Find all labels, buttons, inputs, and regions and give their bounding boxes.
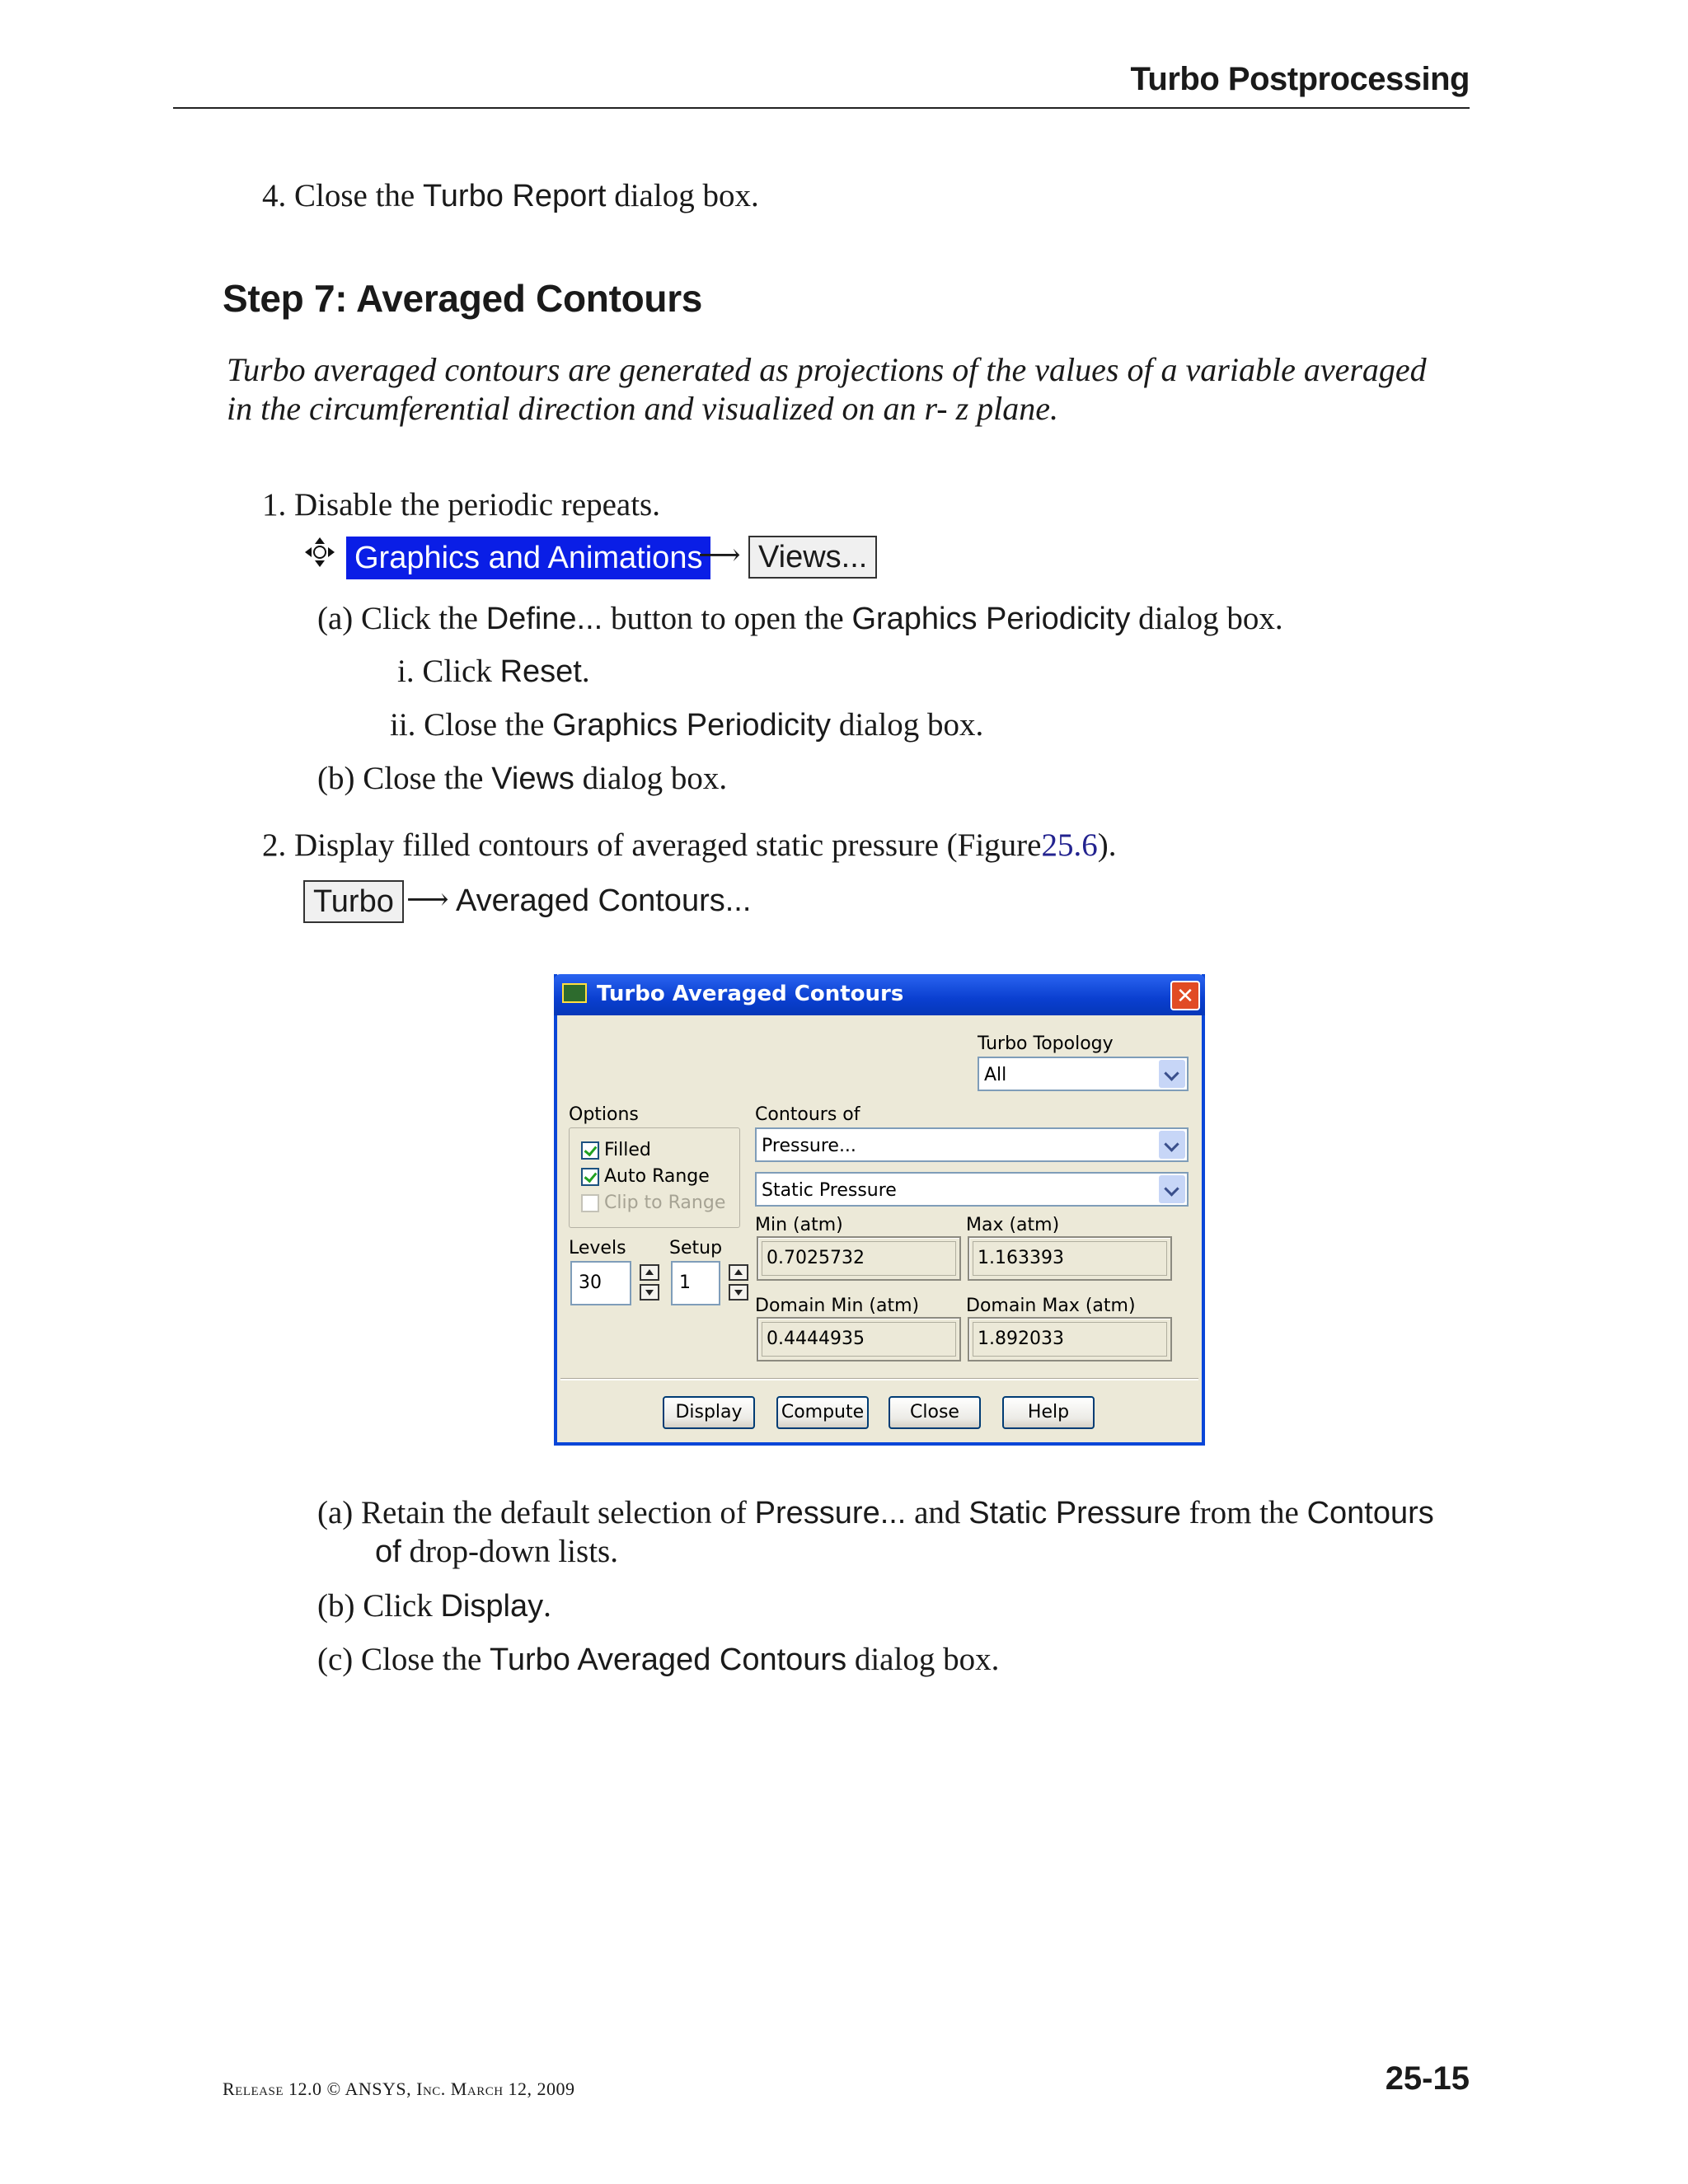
dialog-separator [560, 1378, 1198, 1380]
levels-down-icon[interactable] [640, 1284, 659, 1301]
substep-1a-ii [390, 706, 983, 743]
turbo-topology-label: Turbo Topology [978, 1033, 1114, 1054]
ui-name: Graphics Periodicity [552, 708, 832, 743]
ui-name: Graphics Periodicity [851, 602, 1131, 636]
clip-to-range-label: Clip to Range [604, 1193, 726, 1213]
step-text: Disable the periodic repeats. [294, 487, 660, 523]
select-value: Pressure... [762, 1136, 856, 1156]
filled-label: Filled [604, 1140, 651, 1160]
setup-label: Setup [669, 1238, 723, 1258]
figure-link[interactable]: 25.6 [1041, 827, 1098, 863]
section-title: Step 7: Averaged Contours [223, 277, 703, 320]
substep-1a [317, 600, 1283, 637]
substep-label: ii. [390, 707, 416, 743]
step-text: Close the [361, 1642, 482, 1677]
step-text: button to open the [610, 601, 844, 636]
app-icon [562, 983, 587, 1003]
turbo-averaged-contours-dialog [554, 974, 1205, 1446]
substep-label: i. [397, 654, 415, 689]
page-number: 25-15 [1385, 2060, 1470, 2097]
chevron-down-icon[interactable] [1159, 1060, 1185, 1088]
substep-1b [317, 760, 727, 797]
auto-range-label: Auto Range [604, 1166, 710, 1187]
levels-label: Levels [569, 1238, 626, 1258]
step-text: from the [1189, 1495, 1299, 1530]
input-value: 30 [579, 1272, 602, 1293]
substep-label: (c) [317, 1642, 354, 1677]
select-value: Static Pressure [762, 1180, 897, 1201]
step-4 [262, 177, 759, 214]
levels-up-icon[interactable] [640, 1264, 659, 1281]
help-button[interactable]: Help [1002, 1396, 1095, 1429]
step-text: dialog box. [838, 707, 984, 743]
step-text: Click [363, 1588, 433, 1624]
ui-name: Pressure... [754, 1496, 907, 1530]
max-label: Max (atm) [966, 1215, 1060, 1235]
options-group [569, 1127, 740, 1228]
ui-name: Turbo Averaged Contours [490, 1643, 847, 1677]
substep-label: (a) [317, 601, 354, 636]
domain-min-label: Domain Min (atm) [755, 1296, 920, 1316]
substep-2a-cont [375, 1533, 618, 1570]
step-text: ). [1097, 827, 1117, 863]
substep-label: (b) [317, 761, 355, 796]
ui-name: Contours [1306, 1496, 1434, 1530]
intro-line-1: Turbo averaged contours are generated as projections of the values of a variable averaged [227, 351, 1427, 388]
close-button[interactable]: Close [889, 1396, 981, 1429]
field-value: 1.163393 [978, 1248, 1064, 1268]
step-text: dialog box. [854, 1642, 1000, 1677]
step-text: Close the [424, 707, 545, 743]
step-text: Retain the default selection of [361, 1495, 747, 1530]
levels-input[interactable] [570, 1261, 631, 1305]
turbo-menu-button[interactable]: Turbo [303, 880, 404, 923]
min-label: Min (atm) [755, 1215, 843, 1235]
chevron-down-icon[interactable] [1159, 1175, 1185, 1203]
step-text: Close the [363, 761, 484, 796]
footer-release: Release 12.0 © ANSYS, Inc. March 12, 2009 [223, 2079, 575, 2099]
substep-1a-i [397, 653, 590, 690]
filled-checkbox[interactable] [581, 1141, 599, 1160]
step-text: dialog box. [614, 178, 759, 213]
dialog-title: Turbo Averaged Contours [597, 982, 904, 1006]
domain-min-field[interactable] [757, 1317, 961, 1361]
running-header: Turbo Postprocessing [1130, 61, 1470, 97]
input-value: 1 [679, 1272, 691, 1293]
auto-range-checkbox[interactable] [581, 1168, 599, 1186]
field-value: 0.4444935 [767, 1329, 865, 1349]
max-field[interactable] [968, 1236, 1172, 1281]
step-text: drop-down lists. [409, 1534, 618, 1569]
ui-name: Views [491, 762, 574, 796]
ui-name: Define... [485, 602, 603, 636]
substep-2a [317, 1494, 1434, 1531]
chevron-down-icon[interactable] [1159, 1131, 1185, 1159]
substep-2b [317, 1587, 551, 1624]
list-number: 2. [262, 827, 287, 863]
clip-to-range-checkbox[interactable] [581, 1194, 599, 1212]
field-value: 1.892033 [978, 1329, 1064, 1349]
step-1 [262, 486, 660, 523]
contours-quantity-select[interactable] [755, 1172, 1189, 1207]
nav-arrow: ⟶ [406, 883, 449, 916]
step-text: . [581, 654, 590, 689]
intro-line-2: in the circumferential direction and visualized on an r- z plane. [227, 390, 1059, 427]
substep-label: (a) [317, 1495, 354, 1530]
step-2 [262, 827, 1116, 864]
ui-name: Static Pressure [968, 1496, 1181, 1530]
dialog-titlebar[interactable] [554, 974, 1205, 1015]
contours-category-select[interactable] [755, 1127, 1189, 1162]
substep-label: (b) [317, 1588, 355, 1624]
step-text: Close the [294, 178, 415, 213]
domain-max-field[interactable] [968, 1317, 1172, 1361]
step-text: Click the [361, 601, 478, 636]
views-button[interactable]: Views... [748, 536, 877, 579]
turbo-topology-select[interactable] [978, 1057, 1189, 1091]
close-icon[interactable]: ✕ [1170, 981, 1200, 1010]
options-label: Options [569, 1104, 639, 1125]
ui-name: Reset [499, 654, 582, 689]
step-text: dialog box. [1138, 601, 1283, 636]
min-field[interactable] [757, 1236, 961, 1281]
ui-name: Display [440, 1589, 544, 1624]
substep-2c [317, 1641, 999, 1678]
list-number: 1. [262, 487, 287, 523]
header-rule [173, 107, 1470, 109]
field-value: 0.7025732 [767, 1248, 865, 1268]
ribbon-tab-graphics-and-animations[interactable]: Graphics and Animations [346, 537, 710, 579]
setup-up-icon[interactable] [729, 1264, 748, 1281]
nav-arrow: ⟶ [698, 538, 741, 571]
display-button[interactable]: Display [663, 1396, 755, 1429]
list-number: 4. [262, 178, 287, 213]
setup-down-icon[interactable] [729, 1284, 748, 1301]
ui-name: Turbo Report [422, 179, 607, 213]
domain-max-label: Domain Max (atm) [966, 1296, 1136, 1316]
compute-button[interactable]: Compute [776, 1396, 869, 1429]
contours-of-label: Contours of [755, 1104, 860, 1125]
select-value: All [984, 1065, 1007, 1085]
step-text: Click [422, 654, 492, 689]
step-text: dialog box. [582, 761, 728, 796]
setup-input[interactable] [671, 1261, 720, 1305]
ribbon-nav-icon [303, 536, 336, 569]
step-text: . [543, 1588, 551, 1624]
step-text: Display filled contours of averaged static pressure (Figure [294, 827, 1042, 863]
averaged-contours-menu-item[interactable]: Averaged Contours... [456, 883, 752, 918]
step-text: and [914, 1495, 961, 1530]
ui-name: of [375, 1535, 401, 1569]
